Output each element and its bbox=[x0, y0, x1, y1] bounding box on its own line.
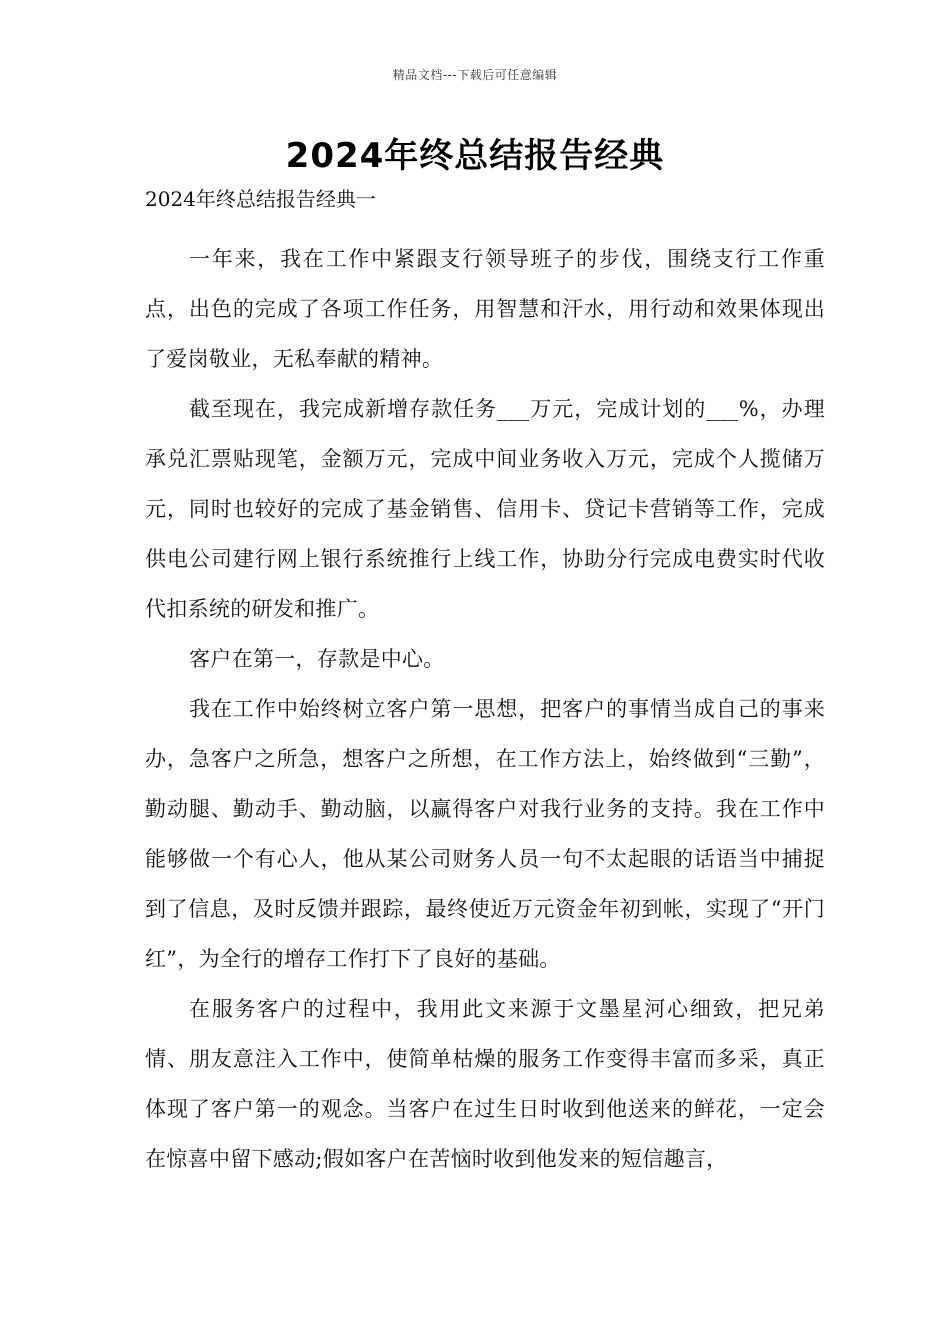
document-title: 2024年终总结报告经典 bbox=[285, 136, 665, 176]
paragraph: 一年来，我在工作中紧跟支行领导班子的步伐，围绕支行工作重点，出色的完成了各项工作任务，用智慧和汗水，用行动和效果体现出了爱岗敬业，无私奉献的精神。 bbox=[145, 247, 825, 371]
paragraph: 我在工作中始终树立客户第一思想，把客户的事情当成自己的事来办，急客户之所急，想客户之所想，在工作方法上，始终做到“三勤”，勤动腿、勤动手、勤动脑，以赢得客户对我行业务的支持。我在工作中能够做一个有心人，他从某公司财务人员一句不太起眼的话语当中捕捉到了信息，及时反馈并跟踪，最终使近万元资金年初到帐，实现了“开门红”，为全行的增存工作打下了良好的基础。 bbox=[145, 697, 825, 971]
document-body bbox=[145, 184, 825, 1184]
paragraph: 在服务客户的过程中，我用此文来源于文墨星河心细致，把兄弟情、朋友意注入工作中，使简单枯燥的服务工作变得丰富而多采，真正体现了客户第一的观念。当客户在过生日时收到他送来的鲜花，一定会在惊喜中留下感动;假如客户在苦恼时收到他发来的短信趣言， bbox=[145, 997, 825, 1171]
page-header: 精品文档---下载后可任意编辑 bbox=[392, 68, 558, 82]
document-subtitle: 2024年终总结报告经典一 bbox=[145, 187, 376, 211]
paragraph: 截至现在，我完成新增存款任务___万元，完成计划的___%，办理承兑汇票贴现笔，金额万元，完成中间业务收入万元，完成个人揽储万元，同时也较好的完成了基金销售、信用卡、贷记卡营销等工作，完成供电公司建行网上银行系统推行上线工作，协助分行完成电费实时代收代扣系统的研发和推广。 bbox=[145, 397, 825, 621]
paragraph: 客户在第一，存款是中心。 bbox=[189, 647, 445, 671]
